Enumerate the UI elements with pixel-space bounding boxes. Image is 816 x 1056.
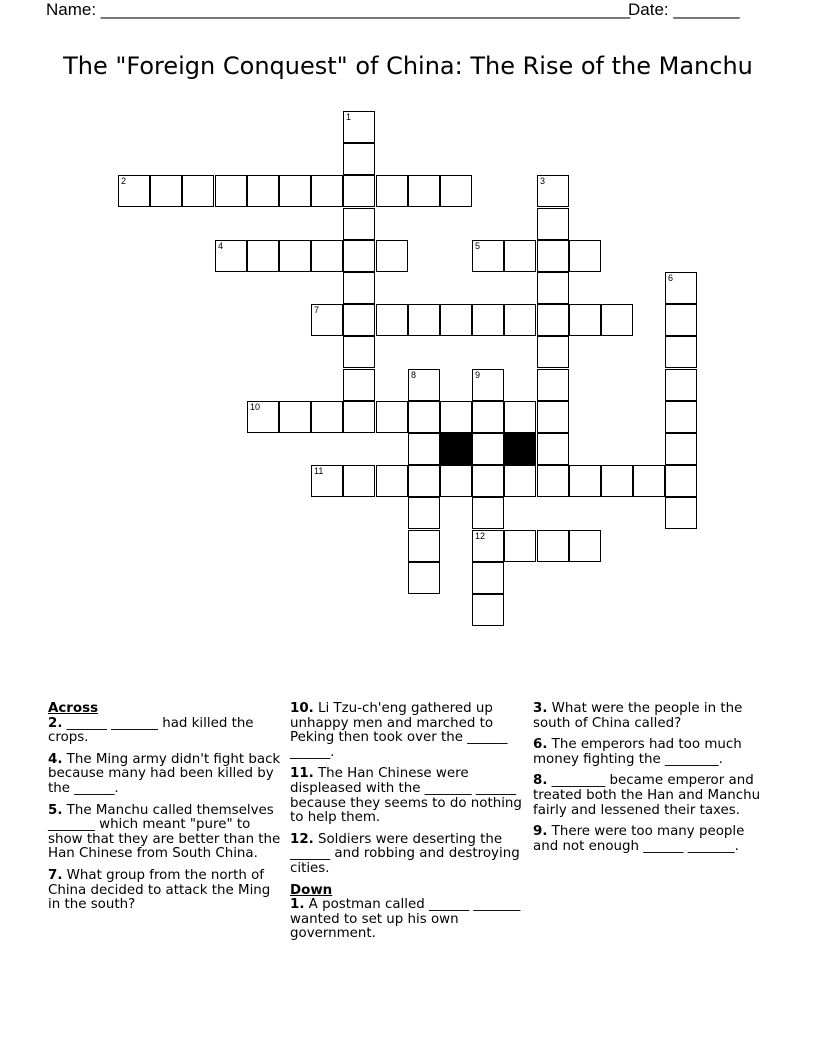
clues-column-1 — [48, 702, 283, 920]
cell-number: 3 — [540, 176, 546, 186]
crossword-cell[interactable] — [408, 562, 440, 594]
clue-item — [533, 702, 773, 731]
crossword-cell[interactable] — [537, 530, 569, 562]
clue-number: 8. — [533, 773, 548, 789]
clue-number: 6. — [533, 737, 548, 753]
crossword-cell[interactable] — [343, 336, 375, 368]
crossword-cell[interactable] — [472, 530, 504, 562]
name-field-label: Name: ________________________________________________________ — [46, 0, 631, 19]
crossword-cell[interactable] — [472, 304, 504, 336]
crossword-cell[interactable] — [343, 208, 375, 240]
crossword-cell[interactable] — [118, 175, 150, 207]
crossword-cell[interactable] — [343, 240, 375, 272]
crossword-cell[interactable] — [408, 401, 440, 433]
crossword-cell[interactable] — [569, 530, 601, 562]
crossword-cell[interactable] — [311, 465, 343, 497]
clue-item — [533, 738, 773, 767]
crossword-cell[interactable] — [408, 530, 440, 562]
crossword-cell[interactable] — [504, 465, 536, 497]
clue-number: 10. — [290, 701, 314, 716]
crossword-cell[interactable] — [537, 336, 569, 368]
across-clue-list-continued — [290, 702, 526, 877]
crossword-cell[interactable] — [376, 465, 408, 497]
crossword-cell[interactable] — [472, 401, 504, 433]
crossword-cell[interactable] — [537, 272, 569, 304]
clue-item — [290, 833, 526, 877]
cell-number: 4 — [218, 241, 224, 251]
clue-text: The Han Chinese were displeased with the _______ ______ because they seems to do nothing to help them. — [290, 766, 522, 826]
clue-text: A postman called ______ _______ wanted to set up his own government. — [290, 897, 521, 942]
clue-number: 5. — [48, 802, 63, 818]
cell-number: 6 — [668, 273, 674, 283]
clue-number: 2. — [48, 715, 63, 731]
crossword-cell[interactable] — [440, 175, 472, 207]
crossword-cell[interactable] — [472, 240, 504, 272]
clue-item — [533, 774, 773, 818]
crossword-cell[interactable] — [408, 304, 440, 336]
crossword-cell[interactable] — [537, 175, 569, 207]
clue-text: The Ming army didn't fight back because many had been killed by the ______. — [48, 751, 281, 796]
clue-item — [48, 717, 283, 746]
crossword-cell[interactable] — [601, 465, 633, 497]
crossword-cell[interactable] — [408, 433, 440, 465]
crossword-cell[interactable] — [343, 272, 375, 304]
clue-text: The Manchu called themselves _______ which meant "pure" to show that they are better than the Han Chinese from South China. — [48, 802, 281, 862]
cell-number: 5 — [475, 241, 481, 251]
crossword-cell[interactable] — [150, 175, 182, 207]
crossword-cell[interactable] — [311, 401, 343, 433]
clue-text: Li Tzu-ch'eng gathered up unhappy men and marched to Peking then took over the ______ ______. — [290, 701, 508, 760]
clue-item — [290, 702, 526, 760]
crossword-cell[interactable] — [376, 175, 408, 207]
crossword-cell[interactable] — [569, 465, 601, 497]
crossword-cell[interactable] — [440, 304, 472, 336]
crossword-cell[interactable] — [376, 304, 408, 336]
crossword-cell[interactable] — [472, 562, 504, 594]
crossword-cell[interactable] — [311, 240, 343, 272]
crossword-cell[interactable] — [311, 175, 343, 207]
crossword-cell[interactable] — [537, 304, 569, 336]
crossword-cell[interactable] — [665, 336, 697, 368]
crossword-cell[interactable] — [537, 465, 569, 497]
clue-number: 11. — [290, 766, 314, 782]
clue-text: There were too many people and not enough ______ _______. — [533, 824, 745, 854]
cell-number: 2 — [121, 176, 127, 186]
crossword-cell[interactable] — [440, 465, 472, 497]
clue-text: ______ _______ had killed the crops. — [48, 715, 254, 746]
down-clue-list — [290, 898, 526, 942]
cell-number: 12 — [475, 531, 486, 541]
cell-number: 8 — [411, 370, 417, 380]
across-clue-list — [48, 717, 283, 913]
blocked-cell — [440, 433, 472, 465]
crossword-cell[interactable] — [343, 465, 375, 497]
date-field-label: Date: _______ — [628, 0, 740, 19]
cell-number: 7 — [314, 305, 320, 315]
clue-text: What were the people in the south of China called? — [533, 701, 743, 731]
crossword-cell[interactable] — [343, 143, 375, 175]
clue-number: 4. — [48, 751, 63, 767]
clue-item — [48, 869, 283, 913]
clue-number: 3. — [533, 701, 548, 716]
clue-text: ________ became emperor and treated both the Han and Manchu fairly and lessened their taxes. — [533, 773, 761, 818]
crossword-cell[interactable] — [215, 175, 247, 207]
clue-item — [48, 804, 283, 862]
crossword-cell[interactable] — [343, 401, 375, 433]
clue-text: What group from the north of China decided to attack the Ming in the south? — [48, 867, 271, 913]
crossword-cell[interactable] — [343, 304, 375, 336]
crossword-cell[interactable] — [279, 401, 311, 433]
crossword-cell[interactable] — [311, 304, 343, 336]
crossword-cell[interactable] — [665, 369, 697, 401]
crossword-cell[interactable] — [343, 175, 375, 207]
clue-text: The emperors had too much money fighting the ________. — [533, 737, 742, 767]
crossword-cell[interactable] — [569, 304, 601, 336]
clue-number: 7. — [48, 867, 63, 883]
crossword-cell[interactable] — [504, 304, 536, 336]
crossword-cell[interactable] — [247, 175, 279, 207]
crossword-cell[interactable] — [440, 401, 472, 433]
crossword-cell[interactable] — [343, 369, 375, 401]
across-heading: Across — [48, 701, 99, 716]
crossword-cell[interactable] — [537, 240, 569, 272]
crossword-cell[interactable] — [376, 240, 408, 272]
crossword-cell[interactable] — [665, 304, 697, 336]
clue-item — [48, 753, 283, 797]
crossword-cell[interactable] — [537, 369, 569, 401]
crossword-cell[interactable] — [247, 240, 279, 272]
crossword-cell[interactable] — [472, 465, 504, 497]
clues-column-3 — [533, 702, 773, 861]
cell-number: 1 — [346, 112, 352, 122]
crossword-cell[interactable] — [633, 465, 665, 497]
clue-number: 12. — [290, 831, 314, 847]
crossword-cell[interactable] — [247, 401, 279, 433]
crossword-cell[interactable] — [408, 175, 440, 207]
crossword-cell[interactable] — [665, 433, 697, 465]
clue-number: 1. — [290, 897, 305, 913]
crossword-cell[interactable] — [537, 401, 569, 433]
crossword-cell[interactable] — [665, 272, 697, 304]
crossword-cell[interactable] — [665, 497, 697, 529]
puzzle-title: The "Foreign Conquest" of China: The Rise of the Manchu — [63, 52, 753, 80]
crossword-cell[interactable] — [537, 208, 569, 240]
crossword-cell[interactable] — [472, 433, 504, 465]
crossword-cell[interactable] — [504, 401, 536, 433]
crossword-cell[interactable] — [504, 530, 536, 562]
crossword-cell[interactable] — [472, 497, 504, 529]
crossword-cell[interactable] — [472, 594, 504, 626]
crossword-cell[interactable] — [279, 240, 311, 272]
clue-number: 9. — [533, 824, 548, 840]
crossword-cell[interactable] — [601, 304, 633, 336]
crossword-cell[interactable] — [408, 369, 440, 401]
crossword-cell[interactable] — [665, 465, 697, 497]
crossword-cell[interactable] — [472, 369, 504, 401]
crossword-cell[interactable] — [537, 433, 569, 465]
blocked-cell — [504, 433, 536, 465]
clues-column-2 — [290, 702, 526, 949]
crossword-cell[interactable] — [504, 240, 536, 272]
cell-number: 10 — [250, 402, 261, 412]
clue-item — [533, 825, 773, 854]
down-clue-list-continued — [533, 702, 773, 854]
crossword-cell[interactable] — [343, 111, 375, 143]
crossword-cell[interactable] — [215, 240, 247, 272]
clue-item — [290, 898, 526, 942]
clue-text: Soldiers were deserting the ______ and robbing and destroying cities. — [290, 831, 520, 876]
clue-item — [290, 767, 526, 825]
crossword-cell[interactable] — [376, 401, 408, 433]
down-heading: Down — [290, 882, 333, 898]
cell-number: 11 — [314, 466, 324, 476]
crossword-cell[interactable] — [569, 240, 601, 272]
crossword-cell[interactable] — [408, 465, 440, 497]
crossword-cell[interactable] — [182, 175, 214, 207]
crossword-cell[interactable] — [408, 497, 440, 529]
crossword-cell[interactable] — [665, 401, 697, 433]
cell-number: 9 — [475, 370, 481, 380]
crossword-cell[interactable] — [279, 175, 311, 207]
